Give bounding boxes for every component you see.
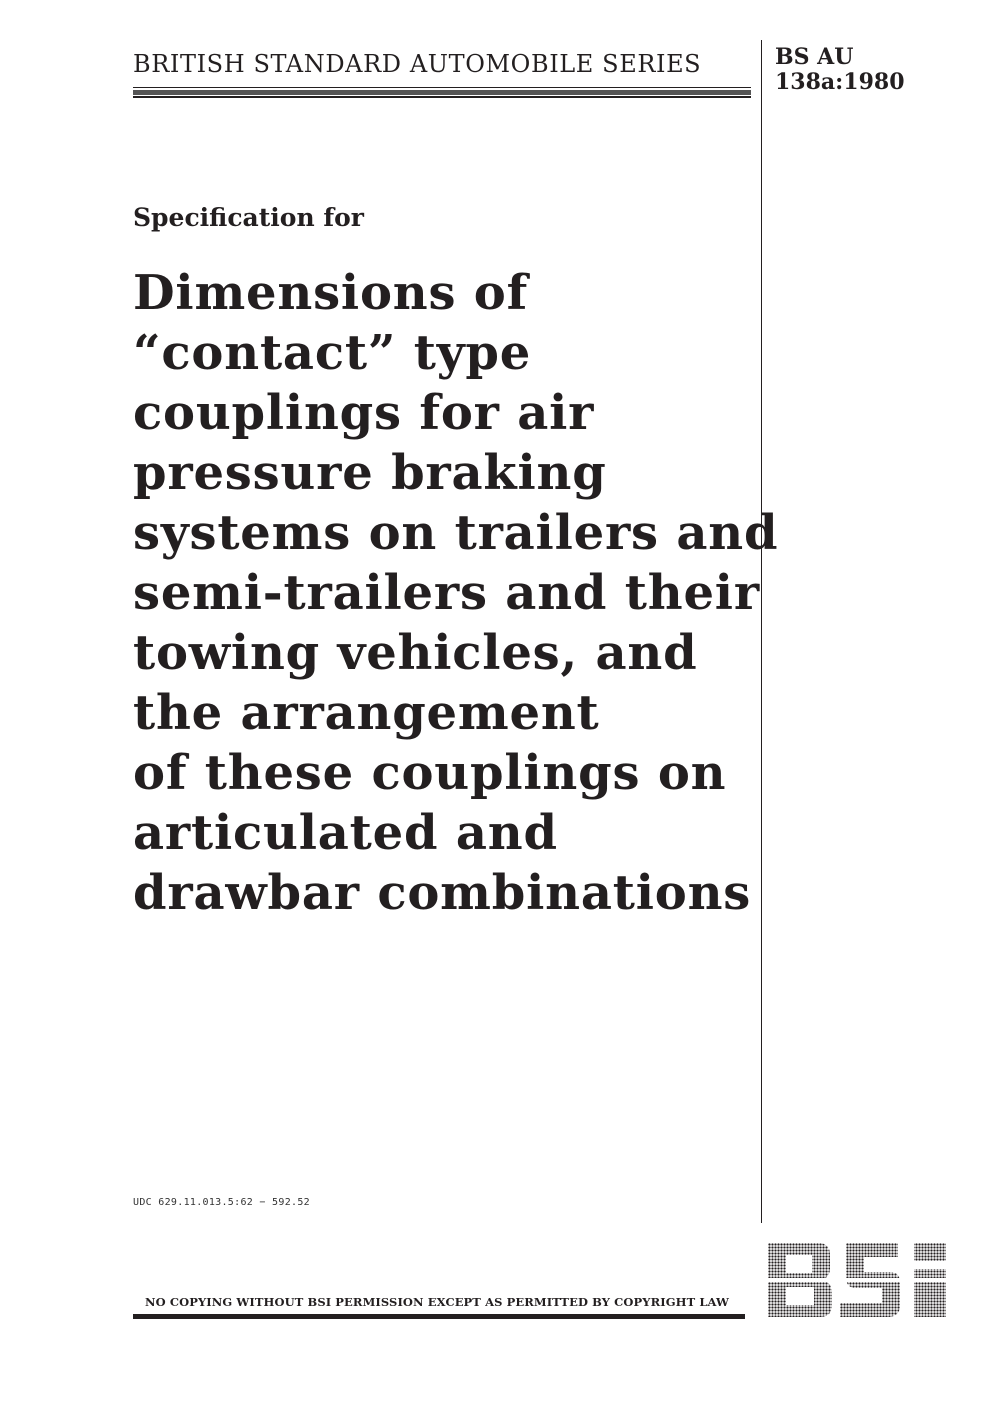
title-line: Dimensions of: [133, 265, 529, 321]
title-line: systems on trailers and: [133, 505, 779, 561]
title-line: couplings for air: [133, 385, 595, 441]
bsi-logo: [768, 1243, 946, 1317]
standard-number: [775, 45, 905, 95]
document-title: [133, 263, 778, 923]
title-line: drawbar combinations: [133, 865, 752, 921]
header-rule-middle: [133, 90, 751, 95]
header-rule-bottom: [133, 96, 751, 98]
title-line: pressure braking: [133, 445, 607, 501]
title-line: “contact” type: [133, 325, 532, 381]
title-line: semi-trailers and their: [133, 565, 760, 621]
copyright-notice: NO COPYING WITHOUT BSI PERMISSION EXCEPT AS PERMITTED BY COPYRIGHT LAW: [145, 1295, 730, 1309]
title-line: the arrangement: [133, 685, 600, 741]
spec-prefix: Specification for: [133, 203, 364, 232]
title-line: towing vehicles, and: [133, 625, 698, 681]
title-line: of these couplings on: [133, 745, 727, 801]
title-line: articulated and: [133, 805, 558, 861]
footer-rule: [133, 1314, 745, 1319]
series-title: BRITISH STANDARD AUTOMOBILE SERIES: [133, 50, 702, 78]
udc-code: UDC 629.11.013.5:62 − 592.52: [133, 1197, 310, 1208]
header-rule-top: [133, 87, 751, 88]
standard-number-line1: BS AU: [775, 44, 854, 70]
standard-number-line2: 138a:1980: [775, 69, 905, 95]
